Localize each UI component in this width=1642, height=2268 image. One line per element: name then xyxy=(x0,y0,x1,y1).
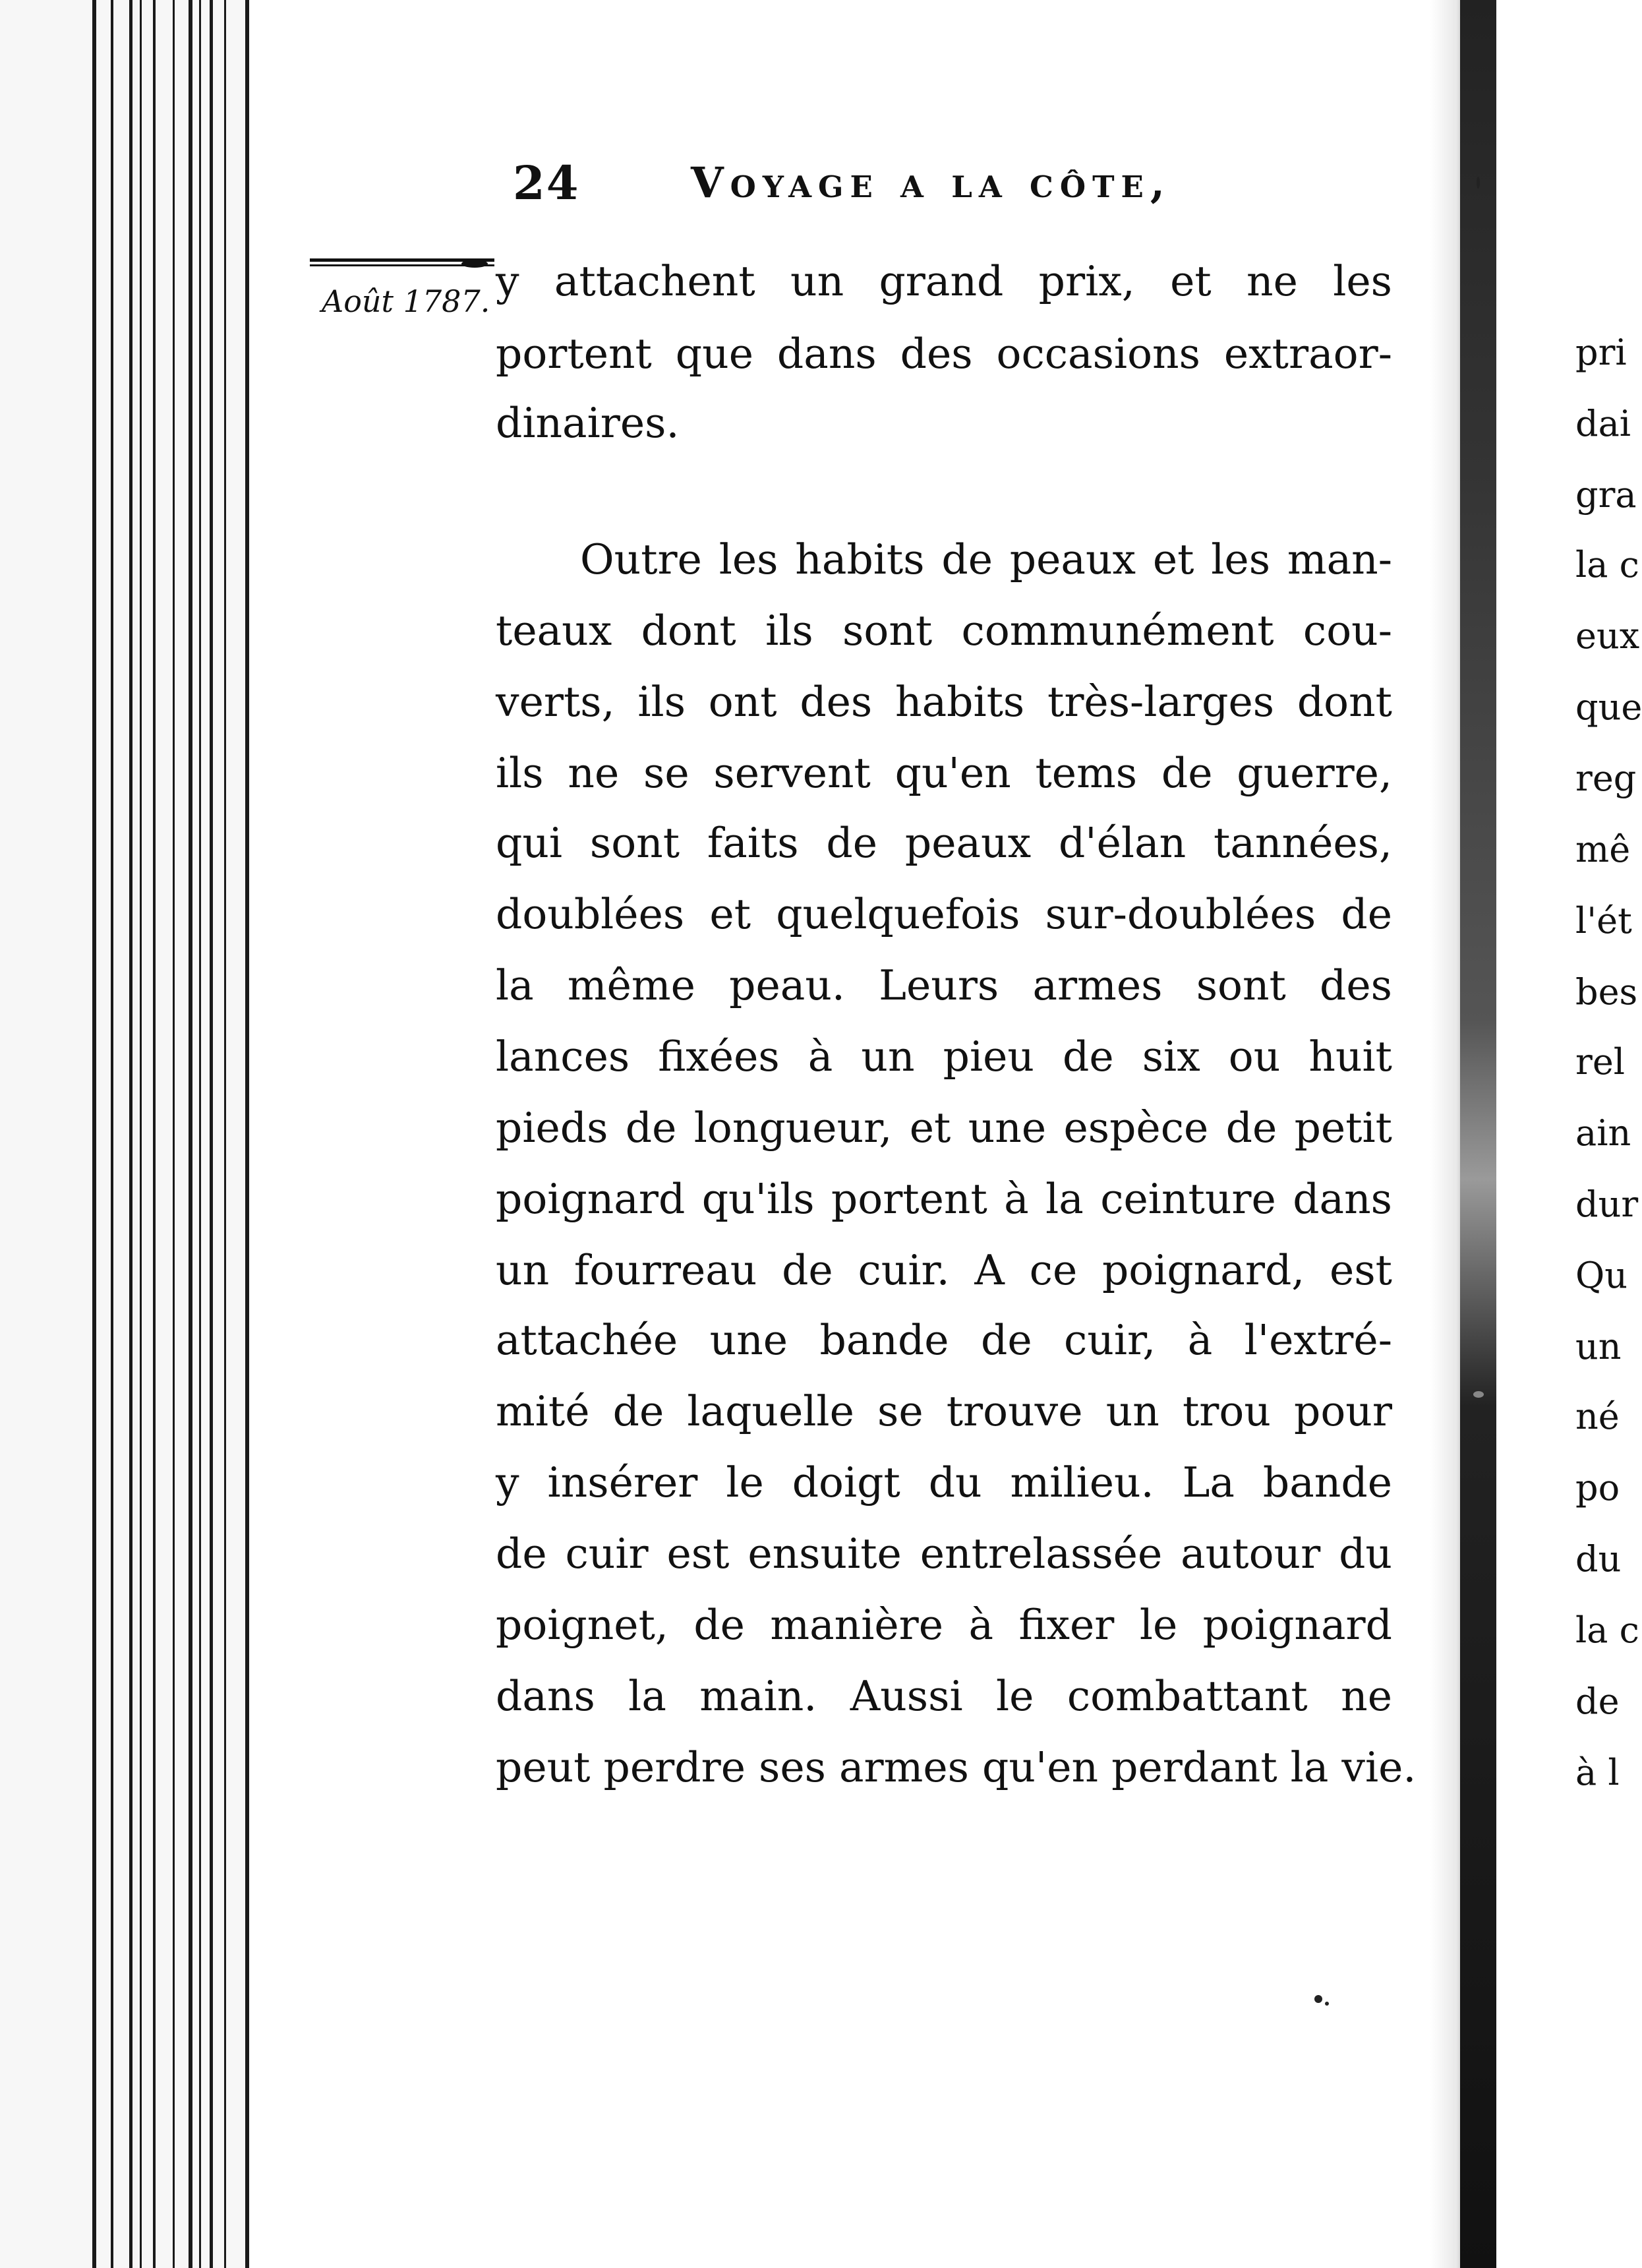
facing-page-fragment: un xyxy=(1575,1326,1622,1367)
facing-page-fragment: mê xyxy=(1575,829,1631,870)
text-line: y attachent un grand prix, et ne les xyxy=(496,257,1392,305)
facing-page-fragment: po xyxy=(1575,1467,1620,1508)
text-line: peut perdre ses armes qu'en perdant la vie. xyxy=(496,1743,1417,1791)
page-number: 24 xyxy=(513,156,580,210)
text-line: de cuir est ensuite entrelassée autour du xyxy=(496,1530,1392,1578)
text-line: doublées et quelquefois sur-doublées de xyxy=(496,890,1392,938)
running-title: Voyage a la côte, xyxy=(691,158,1172,208)
marginal-rule xyxy=(310,258,494,270)
facing-page-fragment: Qu xyxy=(1575,1255,1628,1296)
facing-page-fragment: pri xyxy=(1575,332,1627,373)
facing-page-fragment: dai xyxy=(1575,403,1631,444)
text-line: teaux dont ils sont communément cou- xyxy=(496,607,1392,655)
text-line: attachée une bande de cuir, à l'extré- xyxy=(496,1316,1392,1364)
text-line: qui sont faits de peaux d'élan tannées, xyxy=(496,819,1392,867)
text-line: verts, ils ont des habits très-larges dont xyxy=(496,678,1392,726)
facing-page-fragment: reg xyxy=(1575,758,1637,799)
facing-page-fragment: eux xyxy=(1575,615,1640,657)
text-line: la même peau. Leurs armes sont des xyxy=(496,961,1392,1009)
text-line: Outre les habits de peaux et les man- xyxy=(580,535,1392,583)
text-line: y insérer le doigt du milieu. La bande xyxy=(496,1458,1392,1507)
text-line: un fourreau de cuir. A ce poignard, est xyxy=(496,1246,1392,1294)
text-line: dans la main. Aussi le combattant ne xyxy=(496,1672,1392,1720)
facing-page-fragment: du xyxy=(1575,1538,1622,1580)
facing-page-fragment: la c xyxy=(1575,544,1639,585)
facing-page-fragment: que xyxy=(1575,686,1642,728)
text-line: lances fixées à un pieu de six ou huit xyxy=(496,1032,1392,1081)
text-line: dinaires. xyxy=(496,399,680,447)
facing-page-fragment: né xyxy=(1575,1396,1620,1437)
facing-page-fragment: ain xyxy=(1575,1112,1631,1154)
facing-page-fragment: de xyxy=(1575,1681,1620,1722)
margin-note-date: Août 1787. xyxy=(322,284,490,319)
book-gutter xyxy=(1460,0,1501,2268)
text-line: ils ne se servent qu'en tems de guerre, xyxy=(496,749,1392,797)
facing-page-fragment: gra xyxy=(1575,474,1637,516)
facing-page-fragment: dur xyxy=(1575,1183,1639,1225)
facing-page-fragment: l'ét xyxy=(1575,900,1632,941)
stacked-page-edges xyxy=(0,0,257,2268)
text-line: poignet, de manière à fixer le poignard xyxy=(496,1601,1392,1649)
facing-page-fragment: la c xyxy=(1575,1609,1639,1651)
facing-page-fragment: bes xyxy=(1575,971,1638,1013)
facing-page-fragment: à l xyxy=(1575,1752,1620,1793)
facing-page-fragment: rel xyxy=(1575,1041,1626,1083)
text-line: portent que dans des occasions extraor- xyxy=(496,330,1392,378)
text-line: poignard qu'ils portent à la ceinture dans xyxy=(496,1175,1392,1223)
facing-page-edge xyxy=(1496,0,1642,2268)
text-line: pieds de longueur, et une espèce de petit xyxy=(496,1104,1392,1152)
text-line: mité de laquelle se trouve un trou pour xyxy=(496,1387,1392,1435)
running-head xyxy=(513,156,1403,222)
